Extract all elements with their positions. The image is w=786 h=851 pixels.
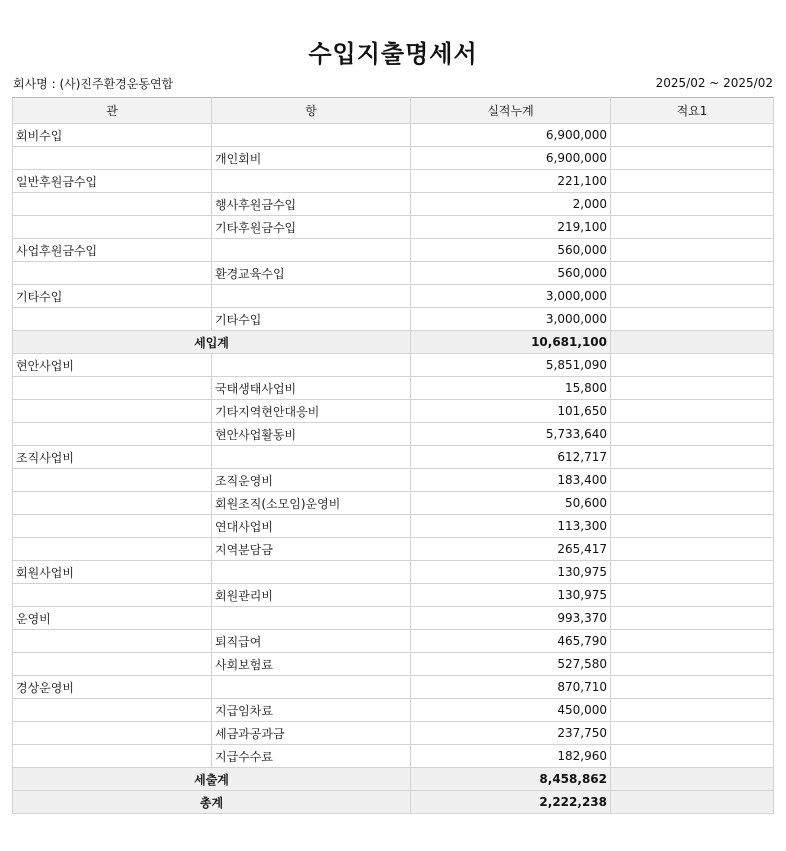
total-amount: 8,458,862	[411, 768, 611, 791]
hang-cell	[212, 676, 411, 699]
note-cell	[611, 676, 774, 699]
note-cell	[611, 193, 774, 216]
amount-cell: 3,000,000	[411, 285, 611, 308]
note-cell	[611, 147, 774, 170]
table-row	[13, 630, 774, 653]
hang-cell: 기타지역현안대응비	[212, 400, 411, 423]
amount-cell: 221,100	[411, 170, 611, 193]
gwan-cell	[13, 745, 212, 768]
total-row	[13, 331, 774, 354]
note-cell	[611, 446, 774, 469]
amount-cell: 101,650	[411, 400, 611, 423]
table-row	[13, 377, 774, 400]
note-cell	[611, 607, 774, 630]
hang-cell: 기타후원금수입	[212, 216, 411, 239]
amount-cell: 130,975	[411, 584, 611, 607]
hang-cell: 세금과공과금	[212, 722, 411, 745]
amount-cell: 993,370	[411, 607, 611, 630]
note-cell	[611, 538, 774, 561]
hang-cell	[212, 607, 411, 630]
table-row	[13, 538, 774, 561]
table-row	[13, 170, 774, 193]
gwan-cell	[13, 262, 212, 285]
gwan-cell	[13, 722, 212, 745]
hang-cell	[212, 124, 411, 147]
table-row	[13, 193, 774, 216]
gwan-cell: 회비수입	[13, 124, 212, 147]
gwan-cell	[13, 377, 212, 400]
note-cell	[611, 285, 774, 308]
note-cell	[611, 308, 774, 331]
amount-cell: 612,717	[411, 446, 611, 469]
gwan-cell: 현안사업비	[13, 354, 212, 377]
amount-cell: 450,000	[411, 699, 611, 722]
gwan-cell: 사업후원금수입	[13, 239, 212, 262]
note-cell	[611, 492, 774, 515]
total-amount: 10,681,100	[411, 331, 611, 354]
amount-cell: 527,580	[411, 653, 611, 676]
page-title: 수입지출명세서	[308, 40, 478, 68]
amount-cell: 6,900,000	[411, 147, 611, 170]
note-cell	[611, 239, 774, 262]
table-row	[13, 561, 774, 584]
hang-cell: 회원조직(소모임)운영비	[212, 492, 411, 515]
note-cell	[611, 262, 774, 285]
table-row	[13, 699, 774, 722]
table-row	[13, 239, 774, 262]
gwan-cell	[13, 216, 212, 239]
gwan-cell	[13, 630, 212, 653]
column-header-note: 적요1	[611, 98, 774, 124]
hang-cell: 환경교육수입	[212, 262, 411, 285]
note-cell	[611, 170, 774, 193]
table-row	[13, 515, 774, 538]
amount-cell: 560,000	[411, 262, 611, 285]
note-cell	[611, 584, 774, 607]
hang-cell: 지역분담금	[212, 538, 411, 561]
gwan-cell	[13, 423, 212, 446]
amount-cell: 6,900,000	[411, 124, 611, 147]
column-header-gwan: 관	[13, 98, 212, 124]
amount-cell: 465,790	[411, 630, 611, 653]
hang-cell: 회원관리비	[212, 584, 411, 607]
amount-cell: 183,400	[411, 469, 611, 492]
amount-cell: 237,750	[411, 722, 611, 745]
hang-cell: 연대사업비	[212, 515, 411, 538]
table-row	[13, 745, 774, 768]
note-cell	[611, 768, 774, 791]
note-cell	[611, 653, 774, 676]
amount-cell: 560,000	[411, 239, 611, 262]
table-row	[13, 354, 774, 377]
gwan-cell	[13, 193, 212, 216]
note-cell	[611, 791, 774, 814]
hang-cell	[212, 561, 411, 584]
note-cell	[611, 423, 774, 446]
table-row	[13, 285, 774, 308]
note-cell	[611, 561, 774, 584]
gwan-cell	[13, 699, 212, 722]
hang-cell: 지급수수료	[212, 745, 411, 768]
table-body	[13, 124, 774, 814]
gwan-cell	[13, 469, 212, 492]
gwan-cell: 조직사업비	[13, 446, 212, 469]
amount-cell: 5,733,640	[411, 423, 611, 446]
hang-cell: 국태생태사업비	[212, 377, 411, 400]
amount-cell: 113,300	[411, 515, 611, 538]
table-row	[13, 308, 774, 331]
hang-cell: 조직운영비	[212, 469, 411, 492]
amount-cell: 2,000	[411, 193, 611, 216]
table-row	[13, 676, 774, 699]
note-cell	[611, 469, 774, 492]
column-header-hang: 항	[212, 98, 411, 124]
note-cell	[611, 124, 774, 147]
report-period: 2025/02 ~ 2025/02	[655, 76, 773, 90]
table-row	[13, 262, 774, 285]
table-row	[13, 446, 774, 469]
amount-cell: 50,600	[411, 492, 611, 515]
table-row	[13, 124, 774, 147]
total-label: 총계	[13, 791, 411, 814]
hang-cell: 현안사업활동비	[212, 423, 411, 446]
hang-cell	[212, 170, 411, 193]
column-header-amount: 실적누계	[411, 98, 611, 124]
total-label: 세출계	[13, 768, 411, 791]
note-cell	[611, 331, 774, 354]
total-label: 세입계	[13, 331, 411, 354]
hang-cell: 사회보험료	[212, 653, 411, 676]
table-row	[13, 653, 774, 676]
note-cell	[611, 722, 774, 745]
amount-cell: 5,851,090	[411, 354, 611, 377]
gwan-cell	[13, 653, 212, 676]
hang-cell	[212, 354, 411, 377]
hang-cell: 퇴직급여	[212, 630, 411, 653]
hang-cell	[212, 285, 411, 308]
company-name: 회사명 : (사)진주환경운동연합	[13, 76, 174, 91]
gwan-cell	[13, 538, 212, 561]
gwan-cell	[13, 584, 212, 607]
note-cell	[611, 377, 774, 400]
hang-cell: 행사후원금수입	[212, 193, 411, 216]
gwan-cell: 회원사업비	[13, 561, 212, 584]
note-cell	[611, 699, 774, 722]
report-meta	[13, 74, 773, 92]
amount-cell: 870,710	[411, 676, 611, 699]
hang-cell: 기타수입	[212, 308, 411, 331]
amount-cell: 219,100	[411, 216, 611, 239]
gwan-cell	[13, 515, 212, 538]
gwan-cell: 경상운영비	[13, 676, 212, 699]
hang-cell	[212, 446, 411, 469]
table-row	[13, 147, 774, 170]
gwan-cell: 운영비	[13, 607, 212, 630]
gwan-cell	[13, 400, 212, 423]
table-row	[13, 607, 774, 630]
table-row	[13, 469, 774, 492]
amount-cell: 265,417	[411, 538, 611, 561]
amount-cell: 15,800	[411, 377, 611, 400]
note-cell	[611, 354, 774, 377]
amount-cell: 182,960	[411, 745, 611, 768]
total-row	[13, 768, 774, 791]
gwan-cell	[13, 308, 212, 331]
hang-cell	[212, 239, 411, 262]
table-row	[13, 216, 774, 239]
gwan-cell: 기타수입	[13, 285, 212, 308]
amount-cell: 3,000,000	[411, 308, 611, 331]
hang-cell: 개인회비	[212, 147, 411, 170]
table-row	[13, 722, 774, 745]
total-amount: 2,222,238	[411, 791, 611, 814]
gwan-cell	[13, 492, 212, 515]
table-row	[13, 400, 774, 423]
gwan-cell	[13, 147, 212, 170]
note-cell	[611, 630, 774, 653]
note-cell	[611, 515, 774, 538]
note-cell	[611, 745, 774, 768]
hang-cell: 지급임차료	[212, 699, 411, 722]
note-cell	[611, 216, 774, 239]
table-row	[13, 492, 774, 515]
statement-table	[12, 97, 774, 814]
note-cell	[611, 400, 774, 423]
table-row	[13, 584, 774, 607]
amount-cell: 130,975	[411, 561, 611, 584]
gwan-cell: 일반후원금수입	[13, 170, 212, 193]
table-header-row	[13, 98, 774, 124]
total-row	[13, 791, 774, 814]
table-row	[13, 423, 774, 446]
